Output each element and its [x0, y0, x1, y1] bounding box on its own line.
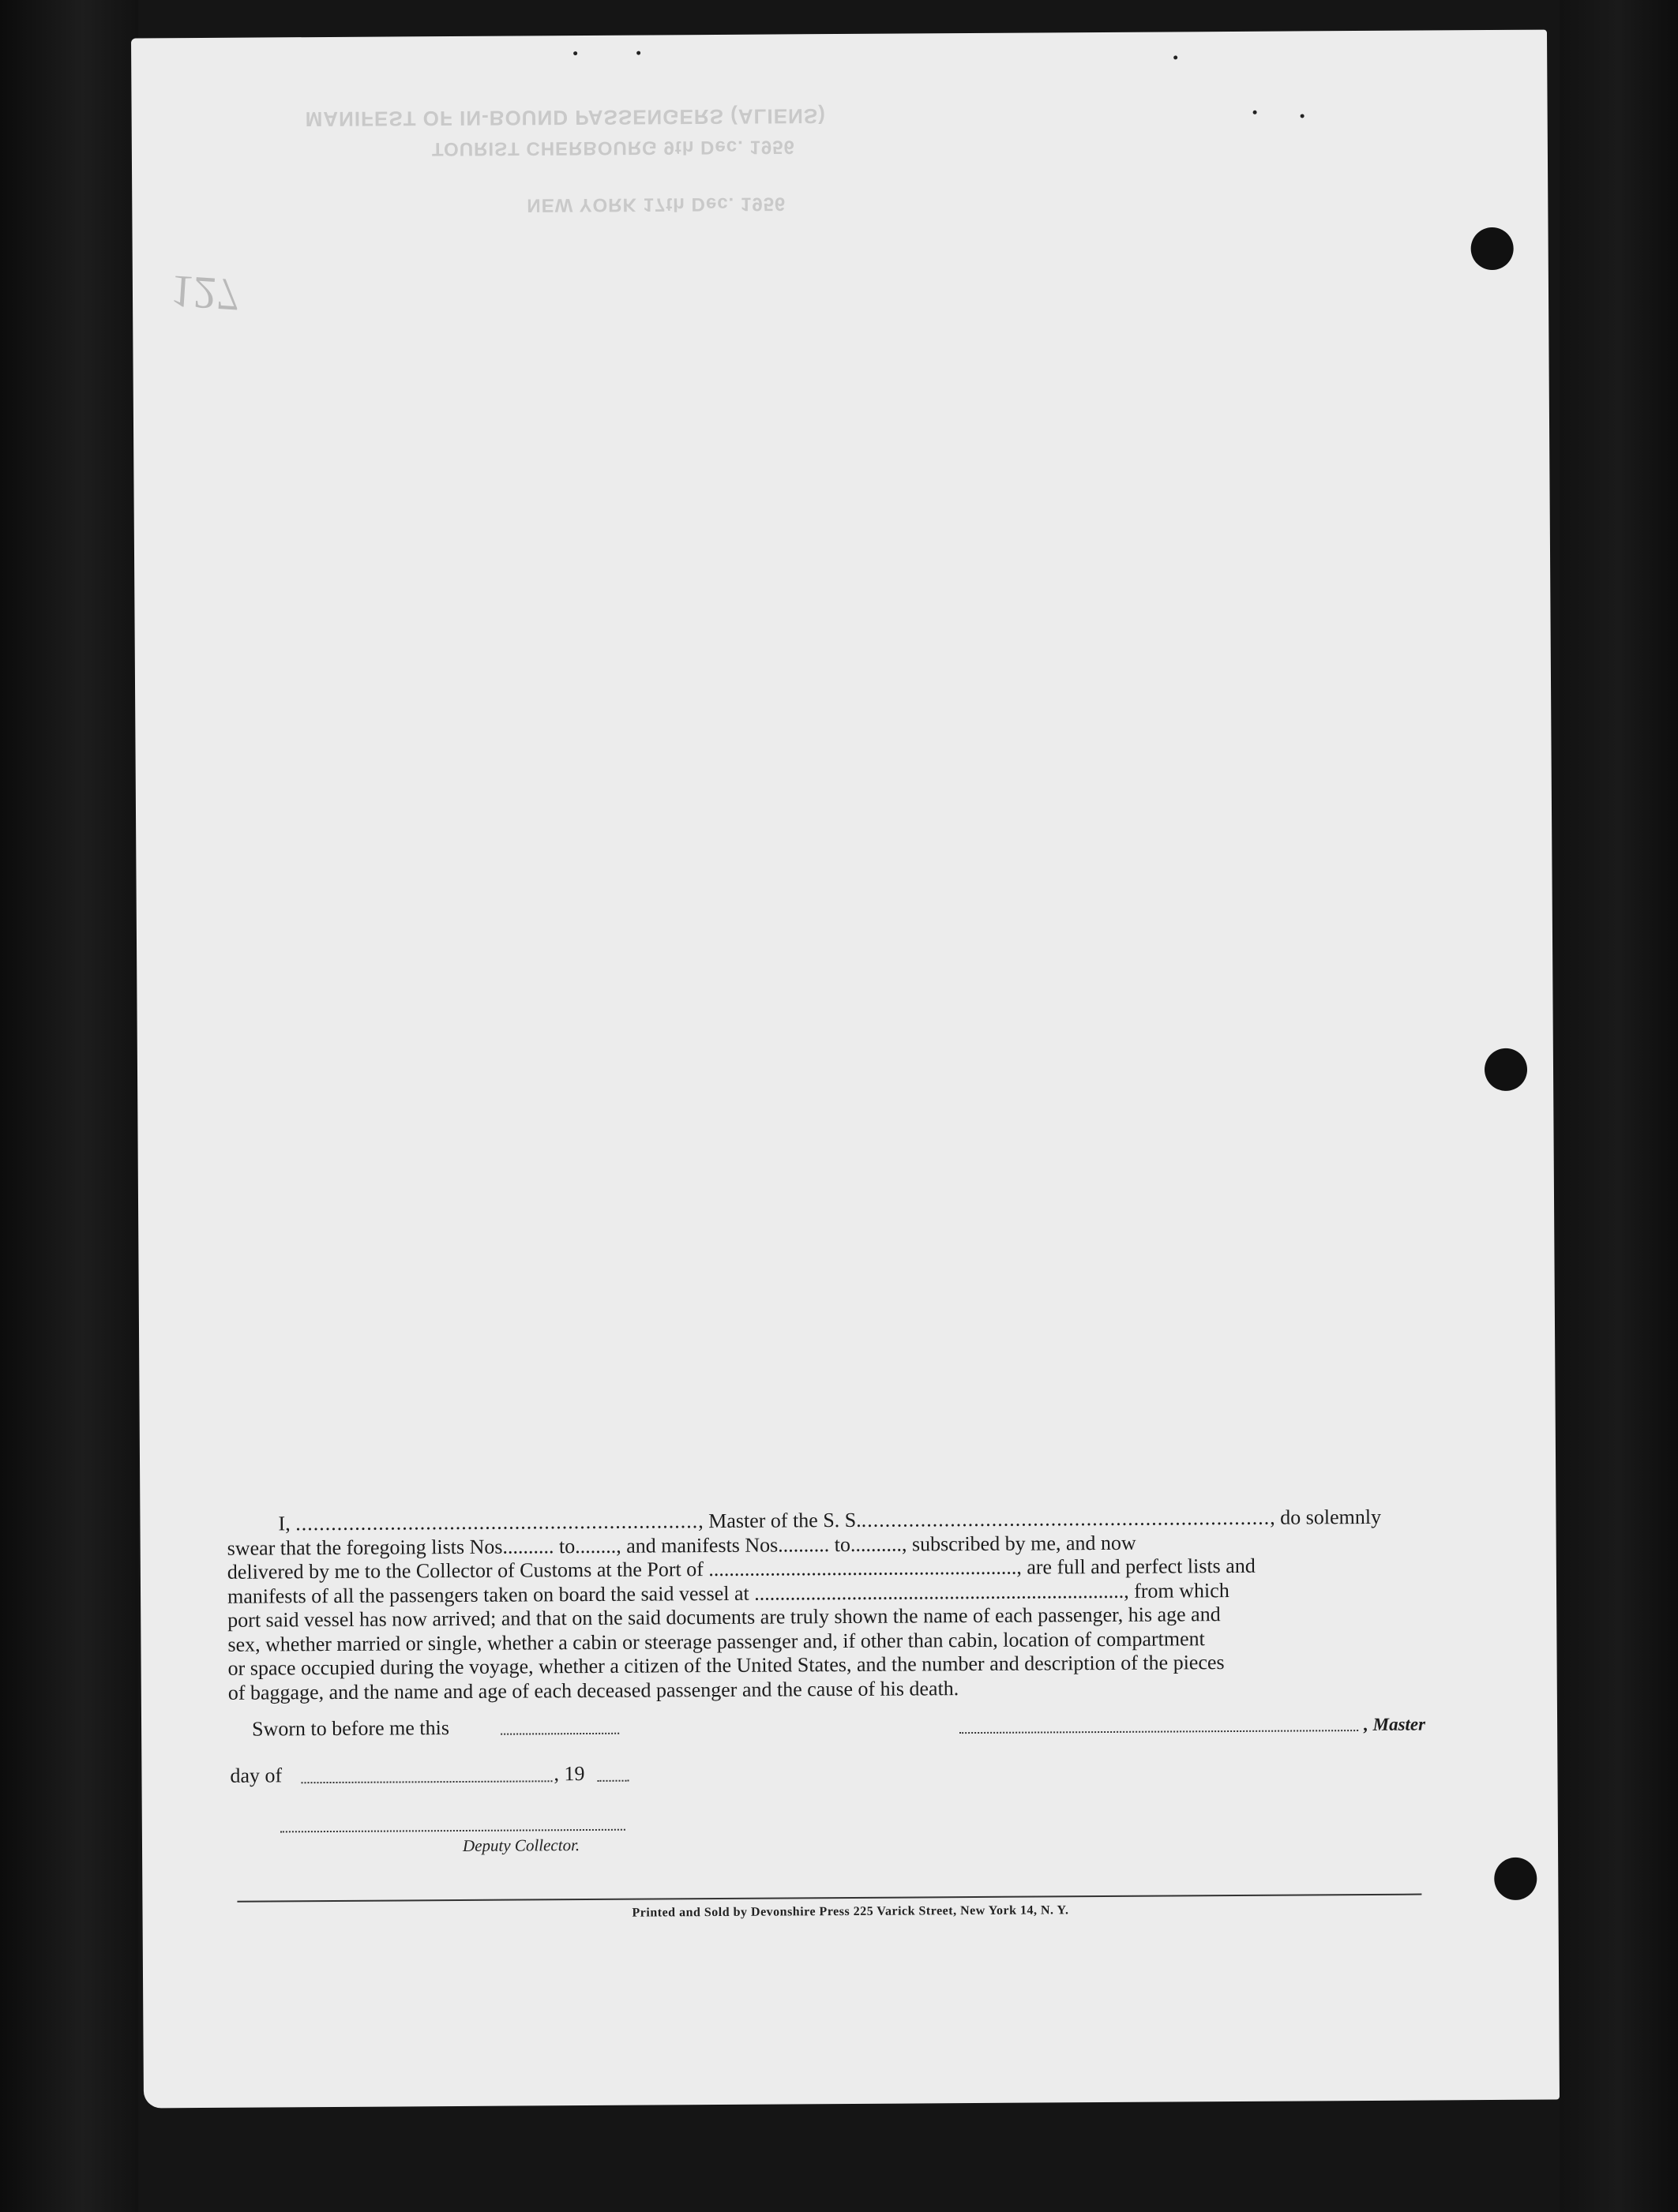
bleed-through-header-2: TOURIST CHERBOURG 9th Dec. 1956 [431, 136, 795, 160]
bleed-through-page-number: 127 [169, 265, 241, 321]
speck [1253, 111, 1257, 114]
footer-rule [237, 1894, 1421, 1903]
punch-hole-bottom [1494, 1858, 1537, 1900]
sworn-label: Sworn to before me this [252, 1716, 450, 1741]
oath-line-1-start: I, [278, 1512, 291, 1535]
punch-hole-middle [1485, 1048, 1527, 1091]
oath-line-4: manifests of all the passengers taken on board the said vessel at ........................................................................, from which [227, 1578, 1229, 1608]
scanner-border-left [0, 0, 138, 2212]
speck [573, 51, 577, 55]
printer-imprint: Printed and Sold by Devonshire Press 225 Varick Street, New York 14, N. Y. [632, 1903, 1069, 1920]
sworn-date-line [501, 1733, 619, 1735]
master-signature-line [959, 1730, 1358, 1734]
year-label: , 19 [554, 1762, 585, 1786]
day-of-line [302, 1780, 553, 1783]
year-line [597, 1780, 629, 1782]
deputy-signature-line [280, 1829, 625, 1833]
oath-line-3: delivered by me to the Collector of Customs at the Port of ............................................................, are full and perfect lists and [227, 1554, 1256, 1584]
master-label: , Master [1364, 1714, 1426, 1735]
oath-line-5: port said vessel has now arrived; and that on the said documents are truly shown the name of each passenger, his age and [227, 1603, 1221, 1632]
oath-line-2: swear that the foregoing lists Nos.......... to........, and manifests Nos.......... to.........., subscribed by me, and now [227, 1531, 1136, 1560]
bleed-through-header-3: NEW YORK 17th Dec. 1956 [527, 193, 786, 216]
speck [1173, 55, 1177, 59]
scanner-border-right [1560, 0, 1678, 2212]
punch-hole-top [1471, 227, 1514, 270]
oath-line-8: of baggage, and the name and age of each deceased passenger and the cause of his death. [227, 1676, 959, 1704]
bleed-through-header-1: MANIFEST OF IN-BOUND PASSENGERS (ALIENS) [305, 104, 826, 132]
deputy-collector-label: Deputy Collector. [462, 1835, 580, 1855]
oath-line-6: sex, whether married or single, whether a cabin or steerage passenger and, if other than cabin, location of compartment [227, 1626, 1205, 1656]
day-of-label: day of [230, 1764, 283, 1787]
speck [1301, 114, 1304, 118]
manifest-page [131, 30, 1560, 2109]
master-oath-paragraph: I, ...................................................................., Master of the S. S......................................................................, do solemnly swear that the foregoing lists Nos.......... to........, and manifests Nos.......... to.........., subscribed by me, and now delivered by me to the Collector of Customs at the Port of ............................................................, are full and perfect lists and manifests of all the passengers taken on board the said vessel at ........................................................................, from which port said vessel has now arrived; and that on the said documents are truly shown the name of each passenger, his age and sex, whether married or single, whether a cabin or steerage passenger and, if other than cabin, location of compartment or space occupied during the voyage, whether a citizen of the United States, and the number and description of the pieces of baggage, and the name and age of each deceased passenger and the cause of his death. [227, 1505, 1420, 1705]
oath-line-1-middle: , Master of the S. S. [698, 1508, 862, 1533]
speck [636, 51, 640, 55]
oath-line-7: or space occupied during the voyage, whether a citizen of the United States, and the number and description of the pieces [227, 1651, 1225, 1680]
oath-line-1-end: , do solemnly [1270, 1505, 1382, 1529]
